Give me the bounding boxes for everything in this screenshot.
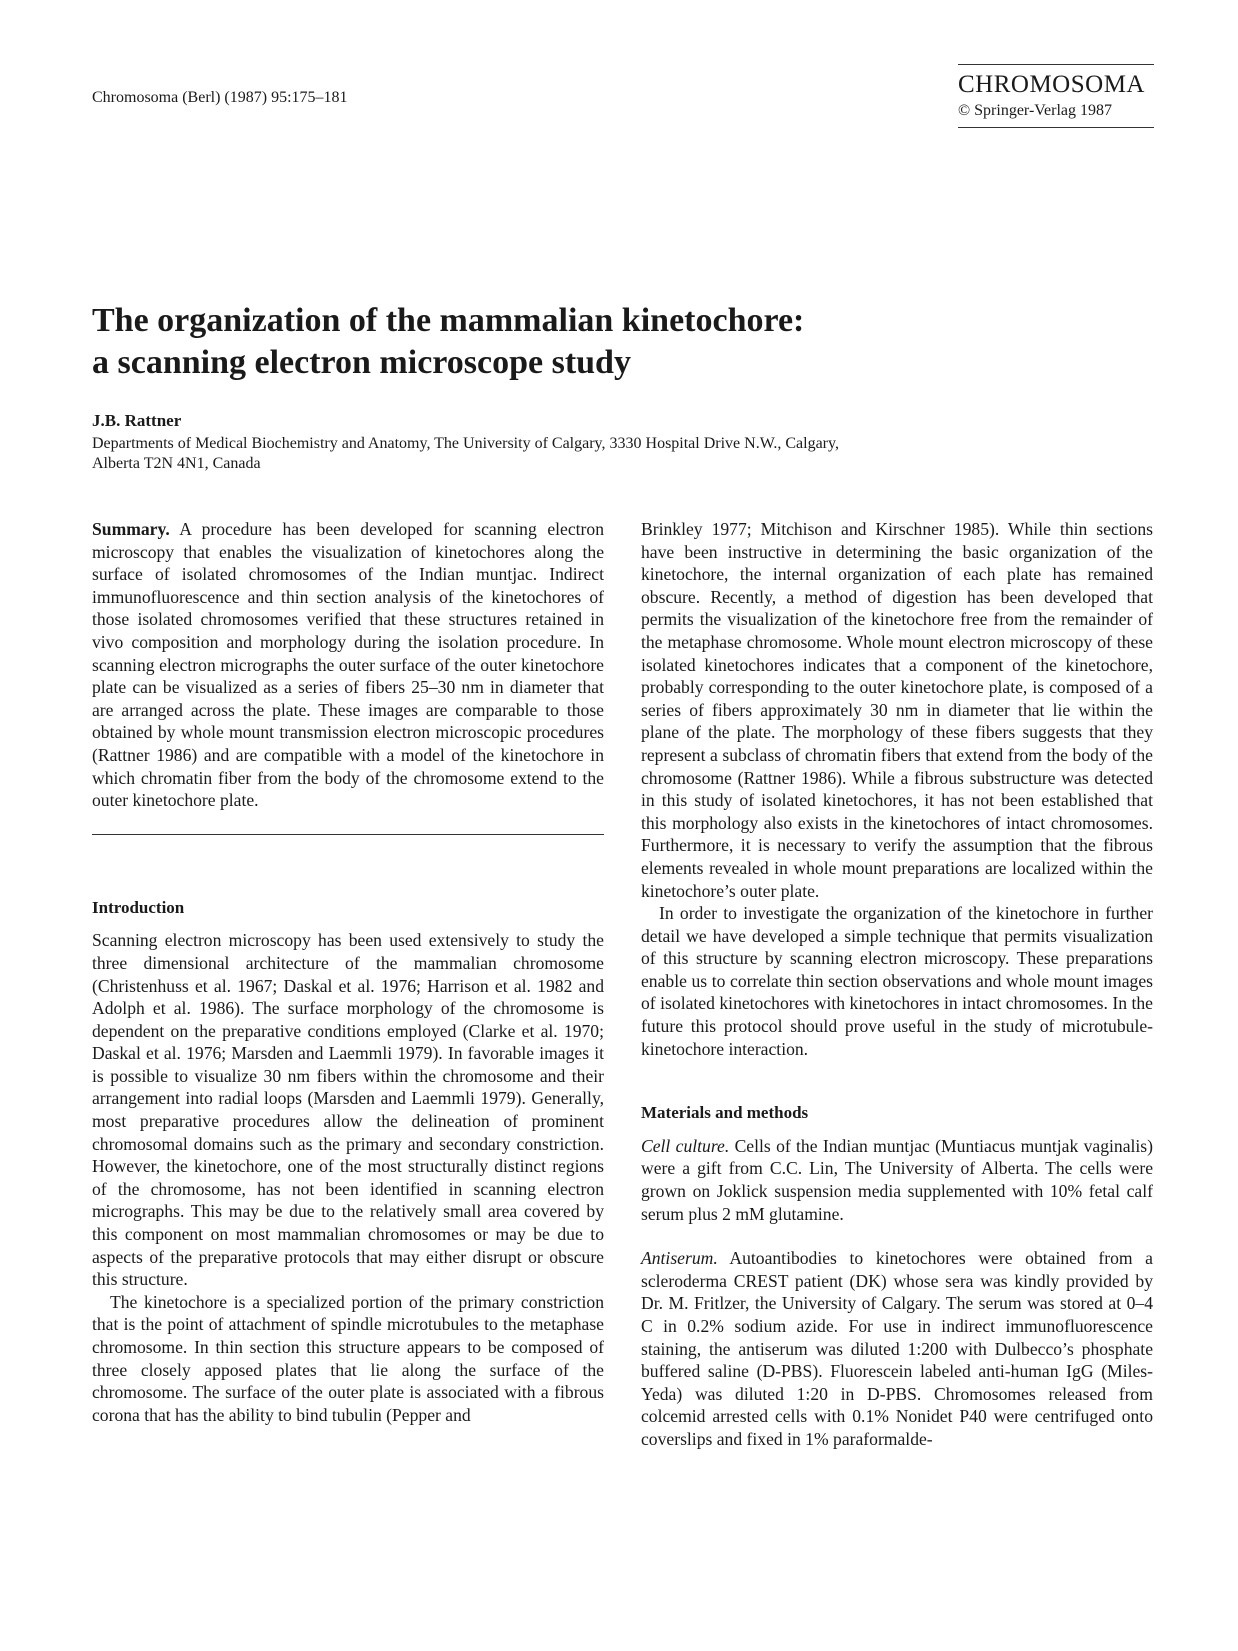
affiliation-line-1: Departments of Medical Biochemistry and Anatomy, The University of Calgary, 3330 Hospital Drive N.W., Calgary, xyxy=(92,435,839,452)
article-title-line-1: The organization of the mammalian kinetochore: xyxy=(92,302,805,339)
journal-name: CHROMOSOMA xyxy=(958,71,1145,98)
introduction-heading: Introduction xyxy=(92,897,185,917)
cell-culture-text: Cells of the Indian muntjac (Muntiacus muntjak vaginalis) were a gift from C.C. Lin, The University of Alberta. The cells were grown on Joklick suspension media supplemented with 10% fetal calf serum plus 2 mM glutamine. xyxy=(641,1135,1153,1224)
cell-culture-label: Cell culture. xyxy=(641,1135,730,1156)
copyright-line: © Springer-Verlag 1987 xyxy=(958,102,1113,119)
methods-heading: Materials and methods xyxy=(641,1103,809,1123)
journal-reference: Chromosoma (Berl) (1987) 95:175–181 xyxy=(92,89,348,106)
introduction-paragraph-2: The kinetochore is a specialized portion of the primary constriction that is the point of attachment of spindle microtubules to the metaphase chromosome. In thin section this structure appears to be composed of three closely apposed plates that lie along the surface of the chromosome. The surface of the outer plate is associated with a fibrous corona that has the ability to bind tubulin (Pepper and xyxy=(92,1291,604,1425)
author-affiliation xyxy=(92,434,1152,474)
introduction-paragraph-2-continued: Brinkley 1977; Mitchison and Kirschner 1985). While thin sections have been instructive in determining the basic organization of the kinetochore, the internal organization of each plate has remained obscure. Recently, a method of digestion has been developed that permits the visualization of the kinetochore free from the remainder of the metaphase chromosome. Whole mount electron microscopy of these isolated kinetochores indicates that a component of the kinetochore, probably corresponding to the outer kinetochore plate, is composed of a series of fibers approximately 30 nm in diameter that lie within the plane of the plate. The morphology of these fibers suggests that they represent a subclass of chromatin fibers that extend from the body of the chromosome (Rattner 1986). While a fibrous substructure was detected in this study of isolated kinetochores, it has not been established that this morphology also exists in the kinetochores of intact chromosomes. Furthermore, it is necessary to verify the assumption that the fibrous elements revealed in whole mount preparations are localized within the kinetochore’s outer plate. xyxy=(641,519,1153,901)
introduction-paragraph-1: Scanning electron microscopy has been used extensively to study the three dimensional architecture of the mammalian chromosome (Christenhuss et al. 1967; Daskal et al. 1976; Harrison et al. 1982 and Adolph et al. 1986). The surface morphology of the chromosome is dependent on the preparative conditions employed (Clarke et al. 1970; Daskal et al. 1976; Marsden and Laemmli 1979). In favorable images it is possible to visualize 30 nm fibers within the chromosome and their arrangement into radial loops (Marsden and Laemmli 1979). Generally, most preparative procedures allow the delineation of prominent chromosomal domains such as the primary and secondary constriction. However, the kinetochore, one of the most structurally distinct regions of the chromosome, has not been identified in scanning electron micrographs. This may be due to the relatively small area covered by this component on most mammalian chromosomes or may be due to aspects of the preparative protocols that may either disrupt or obscure this structure. xyxy=(92,930,604,1290)
article-title-line-2: a scanning electron microscope study xyxy=(92,344,631,381)
summary-text: A procedure has been developed for scanning electron microscopy that enables the visualization of kinetochores along the surface of isolated chromosomes of the Indian muntjac. Indirect immunofluorescence and thin section analysis of the kinetochores of those isolated chromosomes verified that these structures retained in vivo composition and morphology during the isolation procedure. In scanning electron micrographs the outer surface of the outer kinetochore plate can be visualized as a series of fibers 25–30 nm in diameter that are arranged across the plate. These images are comparable to those obtained by whole mount transmission electron microscopic procedures (Rattner 1986) and are compatible with a model of the kinetochore in which chromatin fiber from the body of the chromosome extend to the outer kinetochore plate. xyxy=(92,519,604,811)
summary-paragraph xyxy=(92,518,604,812)
journal-masthead xyxy=(958,64,1154,128)
author-name: J.B. Rattner xyxy=(92,411,182,430)
summary-divider xyxy=(92,834,604,835)
summary-label: Summary. xyxy=(92,519,170,539)
introduction-paragraph-3: In order to investigate the organization of the kinetochore in further detail we have developed a simple technique that permits visualization of this structure by scanning electron microscopy. These preparations enable us to correlate thin section observations and whole mount images of isolated kinetochores with kinetochores in intact chromosomes. In the future this protocol should prove useful in the study of microtubule-kinetochore interaction. xyxy=(641,903,1153,1059)
article-title xyxy=(92,300,1152,384)
affiliation-line-2: Alberta T2N 4N1, Canada xyxy=(92,455,261,472)
right-column xyxy=(641,518,1153,1451)
antiserum-paragraph xyxy=(641,1247,1153,1450)
left-column xyxy=(92,518,604,1426)
antiserum-label: Antiserum. xyxy=(641,1248,718,1269)
cell-culture-paragraph xyxy=(641,1135,1153,1225)
antiserum-text: Autoantibodies to kinetochores were obtained from a scleroderma CREST patient (DK) whose sera was kindly provided by Dr. M. Fritlzer, the University of Calgary. The serum was stored at 0–4 C in 0.2% sodium azide. For use in indirect immunofluorescence staining, the antiserum was diluted 1:200 with Dulbecco’s phosphate buffered saline (D-PBS). Fluorescein labeled anti-human IgG (Miles-Yeda) was diluted 1:20 in D-PBS. Chromosomes released from colcemid arrested cells with 0.1% Nonidet P40 were centrifuged onto coverslips and fixed in 1% paraformalde- xyxy=(641,1248,1153,1449)
